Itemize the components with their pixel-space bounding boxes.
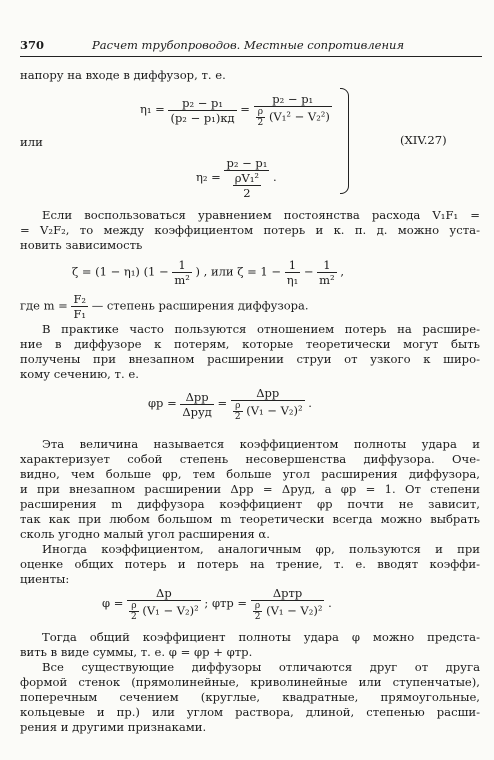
denominator: 2 bbox=[254, 612, 261, 622]
text-line: новить зависимость bbox=[20, 238, 143, 252]
denominator: 2 bbox=[131, 612, 137, 622]
formula-text: η₂ = bbox=[196, 170, 221, 184]
text-line: оценке общих потерь и потерь на трение, т. е. вводят коэффи- bbox=[20, 557, 480, 571]
text-line: или bbox=[20, 135, 43, 149]
denominator: 2 bbox=[243, 186, 251, 200]
denominator-text: (V₁ − V₂)² bbox=[246, 403, 303, 418]
text-line: Иногда коэффициентом, аналогичным φр, пользуются и при bbox=[42, 542, 480, 556]
denominator: 2 bbox=[234, 412, 241, 422]
text-line: В практике часто пользуются отношением потерь на расшире- bbox=[42, 322, 480, 336]
text-line: и при внезапном расширении Δpр = Δpуд, а φр = 1. От степени bbox=[20, 482, 480, 496]
text-line: = V₂F₂, то между коэффициентом потерь и к. п. д. можно уста- bbox=[20, 223, 480, 237]
text-line: кольцевые и пр.) или углом раствора, длиной, степенью расши- bbox=[20, 705, 480, 719]
right-brace bbox=[340, 88, 349, 194]
denominator-text: (V₁ − V₂)² bbox=[142, 603, 199, 618]
denominator: m² bbox=[319, 273, 335, 287]
denominator bbox=[127, 601, 201, 622]
denominator-text: (V₁² − V₂²) bbox=[268, 109, 330, 124]
equation-number: (XIV.27) bbox=[400, 133, 447, 147]
formula-text: ζ = (1 − η₁) (1 − bbox=[72, 264, 169, 279]
denominator bbox=[251, 601, 325, 622]
numerator: 1 bbox=[285, 258, 301, 273]
fraction bbox=[172, 258, 192, 287]
header-rule bbox=[20, 56, 482, 57]
numerator: ρ bbox=[233, 401, 243, 412]
numerator: p₂ − p₁ bbox=[254, 92, 332, 107]
denominator: 2 bbox=[257, 118, 264, 128]
formula-eta2 bbox=[196, 156, 277, 200]
fraction bbox=[317, 258, 337, 287]
text-line: вить в виде суммы, т. е. φ = φр + φтр. bbox=[20, 645, 253, 659]
denominator bbox=[254, 107, 332, 128]
numerator: Δp bbox=[127, 586, 201, 601]
formula-eta1 bbox=[140, 92, 332, 128]
text: где bbox=[20, 298, 40, 313]
denominator: (p₂ − p₁)кд bbox=[170, 110, 235, 125]
fraction bbox=[256, 107, 266, 128]
fraction bbox=[127, 586, 201, 622]
numerator: ρ bbox=[129, 601, 139, 612]
text-line: получены при внезапном расширении струи от узкого к широ- bbox=[20, 352, 480, 366]
fraction bbox=[71, 292, 88, 321]
numerator: Δpр bbox=[231, 386, 305, 401]
denominator-text: (V₁ − V₂)² bbox=[266, 603, 323, 618]
formula-text: − bbox=[303, 264, 314, 279]
denominator: F₁ bbox=[73, 307, 87, 321]
fraction bbox=[254, 92, 332, 128]
running-title: Расчет трубопроводов. Местные сопротивления bbox=[92, 38, 405, 52]
text-line: поперечным сечением (круглые, квадратные, прямоугольные, bbox=[20, 690, 480, 704]
fraction bbox=[224, 156, 269, 200]
text-line: кому сечению, т. е. bbox=[20, 367, 139, 381]
fraction bbox=[180, 390, 214, 419]
formula-text: φ = bbox=[102, 596, 124, 610]
formula-text: . bbox=[308, 396, 312, 410]
text: — степень расширения диффузора. bbox=[91, 298, 309, 313]
numerator: Δpтр bbox=[251, 586, 325, 601]
page-number: 370 bbox=[20, 38, 45, 52]
numerator: 1 bbox=[172, 258, 192, 273]
fraction bbox=[251, 586, 325, 622]
formula-text: . bbox=[273, 170, 277, 184]
text-line: Если воспользоваться уравнением постоянства расхода V₁F₁ = bbox=[42, 208, 480, 222]
formula-text: m = bbox=[43, 298, 68, 313]
fraction bbox=[233, 401, 243, 422]
formula-text: φр = bbox=[148, 396, 177, 410]
denominator: m² bbox=[174, 273, 190, 287]
fraction bbox=[129, 601, 139, 622]
denominator: Δpуд bbox=[182, 404, 212, 419]
text-line: Тогда общий коэффициент полноты удара φ можно предста- bbox=[42, 630, 480, 644]
text-line: расширения m диффузора коэффициент φр почти не зависит, bbox=[20, 497, 480, 511]
numerator: F₂ bbox=[73, 292, 87, 306]
running-header bbox=[20, 38, 480, 52]
denominator bbox=[224, 171, 269, 200]
numerator: ρV₁² bbox=[234, 171, 260, 185]
text-line: циенты: bbox=[20, 572, 70, 586]
text-line: ние в диффузоре к потерям, которые теоретически могут быть bbox=[20, 337, 480, 351]
formula-text: φтр = bbox=[211, 596, 248, 610]
formula-phi-p bbox=[148, 386, 312, 422]
text-line: так как при любом большом m теоретически всегда можно выбрать bbox=[20, 512, 480, 526]
text-line: характеризует собой степень несовершенства диффузора. Оче- bbox=[20, 452, 480, 466]
fraction bbox=[285, 258, 301, 287]
text-line: рения и другими признаками. bbox=[20, 720, 207, 734]
formula-text: , bbox=[340, 264, 344, 279]
equals-sign: = bbox=[217, 396, 228, 410]
numerator: 1 bbox=[317, 258, 337, 273]
text-line: видно, чем больше φр, тем больше угол расширения диффузора, bbox=[20, 467, 480, 481]
equals-sign: = bbox=[240, 102, 250, 116]
fraction bbox=[168, 96, 236, 125]
text-line: Эта величина называется коэффициентом полноты удара и bbox=[42, 437, 480, 451]
text-line: формой стенок (прямолинейные, криволинейные или ступенчатые), bbox=[20, 675, 480, 689]
fraction bbox=[233, 171, 261, 200]
numerator: p₂ − p₁ bbox=[226, 156, 268, 170]
numerator: p₂ − p₁ bbox=[168, 96, 236, 111]
formula-text: η₁ = bbox=[140, 102, 165, 116]
text-line: Все существующие диффузоры отличаются друг от друга bbox=[42, 660, 480, 674]
numerator: ρ bbox=[253, 601, 263, 612]
numerator: Δpр bbox=[180, 390, 214, 405]
text-line: сколь угодно малый угол расширения α. bbox=[20, 527, 270, 541]
text-line: напору на входе в диффузор, т. е. bbox=[20, 68, 226, 82]
formula-phi-phitr bbox=[102, 586, 332, 622]
denominator bbox=[231, 401, 305, 422]
numerator: ρ bbox=[256, 107, 266, 118]
formula-text: ; bbox=[204, 596, 209, 610]
denominator: η₁ bbox=[286, 273, 299, 287]
fraction bbox=[231, 386, 305, 422]
formula-m-line bbox=[20, 292, 309, 321]
formula-text: ) , или ζ = 1 − bbox=[195, 264, 282, 279]
formula-text: . bbox=[328, 596, 332, 610]
formula-zeta bbox=[72, 258, 344, 287]
fraction bbox=[253, 601, 263, 622]
